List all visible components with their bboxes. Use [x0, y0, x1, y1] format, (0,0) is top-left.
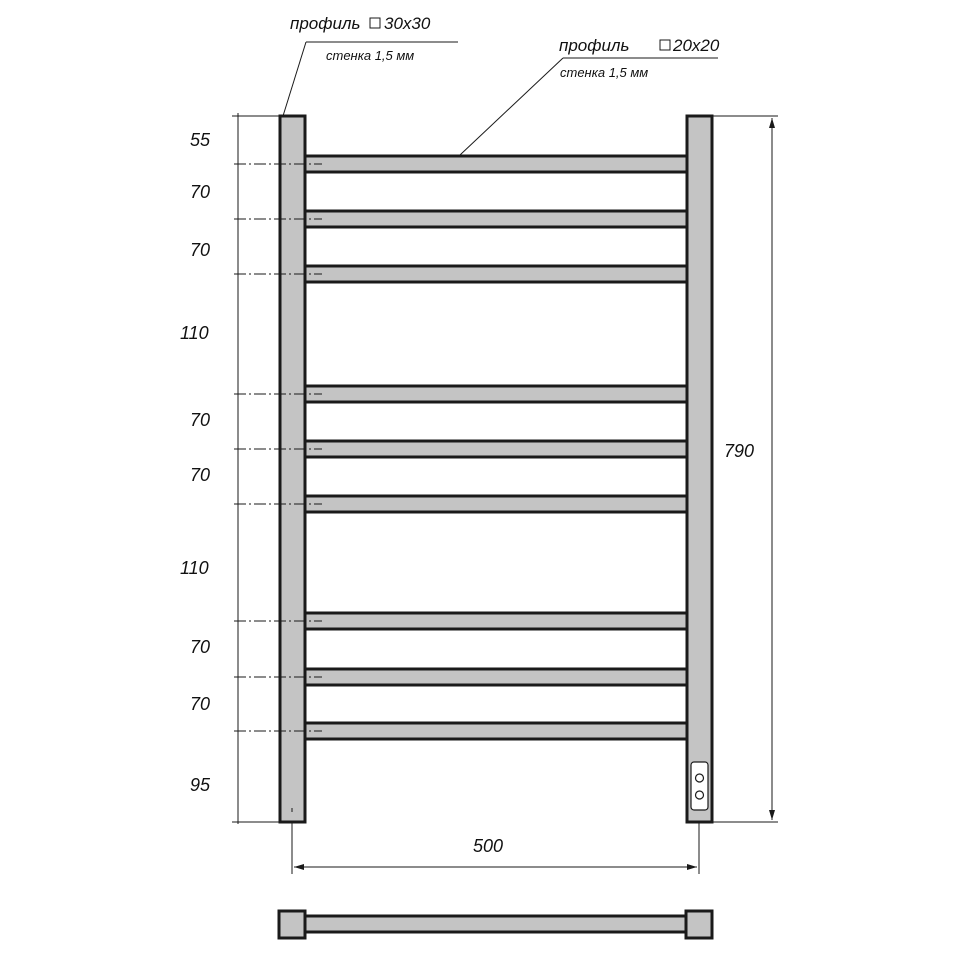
left-profile-size: 30x30: [384, 14, 431, 33]
connector-box: [691, 762, 708, 810]
connector-hole-icon: [696, 791, 704, 799]
spacing-label: 70: [190, 410, 211, 430]
crossbar: [305, 496, 687, 512]
spacing-label: 110: [180, 558, 209, 578]
crossbar: [305, 266, 687, 282]
left-profile-label: профиль: [290, 14, 361, 33]
spacing-label: 70: [190, 240, 211, 260]
spacing-label: 55: [190, 130, 211, 150]
spacing-label: 110: [180, 323, 209, 343]
spacing-labels: [180, 130, 211, 795]
total-width-label: 500: [473, 836, 504, 856]
total-height-label: 790: [724, 441, 755, 461]
spacing-label: 70: [190, 694, 211, 714]
spacing-label: 70: [190, 182, 211, 202]
right-post: [687, 116, 712, 822]
crossbars: [305, 156, 687, 739]
bar-profile-label: профиль: [559, 36, 630, 55]
spacing-label: 95: [190, 775, 211, 795]
crossbar: [305, 723, 687, 739]
bar-profile-wall: стенка 1,5 мм: [560, 65, 649, 80]
crossbar: [305, 211, 687, 227]
spacing-label: 70: [190, 465, 211, 485]
connector-hole-icon: [696, 774, 704, 782]
left-profile-leader: [283, 42, 306, 116]
top-view: [279, 911, 712, 938]
bar-profile-leader: [460, 58, 563, 155]
bar-profile-size: 20x20: [673, 36, 720, 55]
square-symbol-icon: [660, 40, 670, 50]
square-symbol-icon: [370, 18, 380, 28]
top-view-bar: [305, 916, 687, 932]
crossbar: [305, 669, 687, 685]
crossbar: [305, 156, 687, 172]
crossbar: [305, 613, 687, 629]
crossbar: [305, 386, 687, 402]
top-view-left-post: [279, 911, 305, 938]
spacing-label: 70: [190, 637, 211, 657]
left-post: [280, 116, 305, 822]
left-profile-wall: стенка 1,5 мм: [326, 48, 415, 63]
connector-plate-icon: [691, 762, 708, 810]
crossbar: [305, 441, 687, 457]
top-view-right-post: [686, 911, 712, 938]
